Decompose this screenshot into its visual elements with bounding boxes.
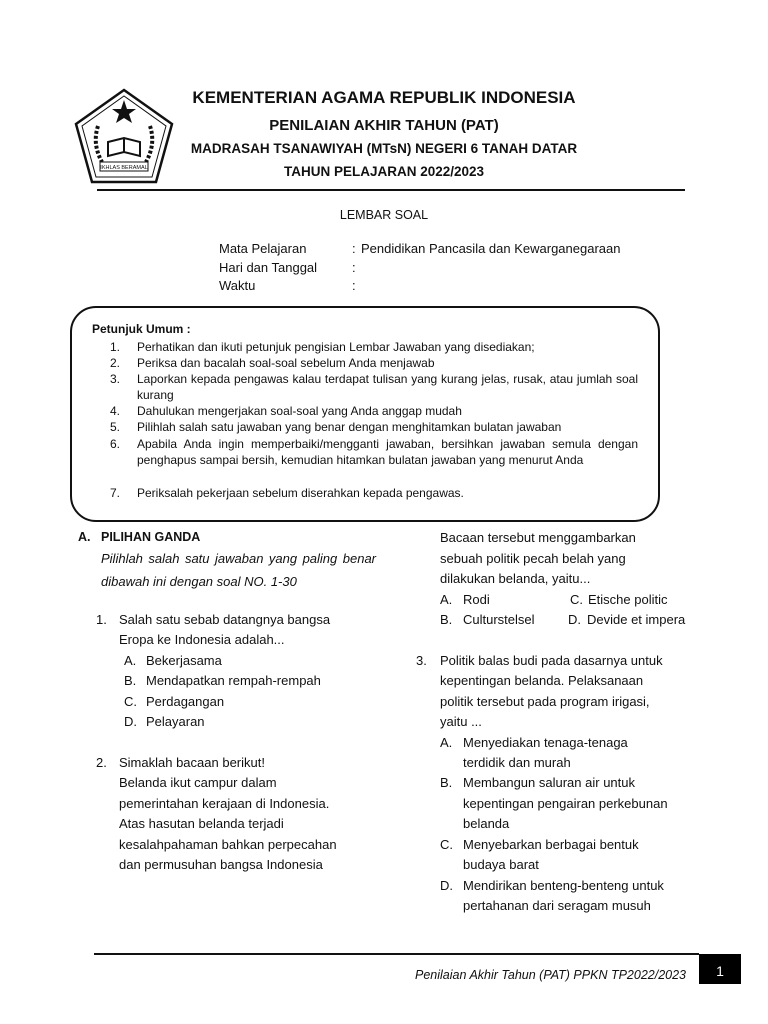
question-text-line: Salah satu sebab datangnya bangsa: [119, 612, 331, 627]
option-text: Menyediakan tenaga-tenaga: [463, 735, 628, 750]
instructions-title: Petunjuk Umum :: [92, 322, 191, 336]
question-text-line: kesalahpahaman bahkan perpecahan: [119, 837, 337, 852]
option-key: A.: [124, 653, 137, 668]
instruction-num: 6.: [110, 437, 121, 451]
instruction-text: Periksa dan bacalah soal-soal sebelum Anda menjawab: [137, 356, 435, 370]
option-key: D.: [124, 714, 137, 729]
instruction-item: [110, 419, 638, 435]
option-key: C.: [440, 837, 453, 852]
info-row-date: [0, 260, 768, 278]
option-text: pertahanan dari seragam musuh: [463, 898, 651, 913]
instruction-item: [110, 436, 638, 484]
question-text-line: Simaklah bacaan berikut!: [119, 755, 265, 770]
option-key: D.: [568, 612, 581, 627]
info-label: Mata Pelajaran: [219, 241, 307, 256]
option-text: Rodi: [463, 592, 490, 607]
option-text: Pelayaran: [146, 714, 205, 729]
option-text: Culturstelsel: [463, 612, 535, 627]
question-number: 2.: [96, 755, 107, 770]
instruction-num: 3.: [110, 372, 121, 386]
instruction-num: 2.: [110, 356, 121, 370]
info-colon: :: [352, 278, 356, 293]
instruction-text: Periksalah pekerjaan sebelum diserahkan kepada pengawas.: [137, 486, 464, 500]
option-key: C.: [124, 694, 137, 709]
option-text: Bekerjasama: [146, 653, 222, 668]
instruction-num: 4.: [110, 404, 121, 418]
option-text: Mendapatkan rempah-rempah: [146, 673, 321, 688]
instruction-item: [110, 355, 638, 371]
question-text-line: Belanda ikut campur dalam: [119, 775, 277, 790]
question-text-line: Atas hasutan belanda terjadi: [119, 816, 284, 831]
question-number: 3.: [416, 653, 427, 668]
instruction-text: Perhatikan dan ikuti petunjuk pengisian Lembar Jawaban yang disediakan;: [137, 340, 535, 354]
instruction-text: Apabila Anda ingin memperbaiki/mengganti jawaban, bersihkan jawaban semula dengan penghapus sampai bersih, kemudian hitamkan bulatan jawaban yang menurut Anda: [137, 437, 638, 467]
option-text: Mendirikan benteng-benteng untuk: [463, 878, 664, 893]
option-key: D.: [440, 878, 453, 893]
option-text: Membangun saluran air untuk: [463, 775, 635, 790]
page-number: 1: [699, 954, 741, 984]
question-text-line: kepentingan belanda. Pelaksanaan: [440, 673, 644, 688]
instruction-num: 5.: [110, 420, 121, 434]
option-key: B.: [440, 612, 453, 627]
info-value: Pendidikan Pancasila dan Kewarganegaraan: [361, 241, 621, 256]
option-key: B.: [124, 673, 137, 688]
section-number: A.: [78, 530, 91, 544]
option-text: belanda: [463, 816, 510, 831]
ministry-title: KEMENTERIAN AGAMA REPUBLIK INDONESIA: [192, 88, 576, 107]
info-colon: :: [352, 241, 356, 256]
exam-title: PENILAIAN AKHIR TAHUN (PAT): [269, 117, 499, 134]
info-row-time: [0, 278, 768, 296]
question-text-line: dan permusuhan bangsa Indonesia: [119, 857, 323, 872]
instruction-item: [110, 371, 638, 403]
instruction-text: Pilihlah salah satu jawaban yang benar dengan menghitamkan bulatan jawaban: [137, 420, 562, 434]
instruction-num: 7.: [110, 486, 121, 500]
option-text: kepentingan pengairan perkebunan: [463, 796, 668, 811]
question-text-line: Bacaan tersebut menggambarkan: [440, 530, 636, 545]
option-text: terdidik dan murah: [463, 755, 571, 770]
option-key: A.: [440, 735, 453, 750]
question-text-line: sebuah politik pecah belah yang: [440, 551, 626, 566]
info-label: Hari dan Tanggal: [219, 260, 318, 275]
footer-text: Penilaian Akhir Tahun (PAT) PPKN TP2022/2023: [415, 968, 686, 982]
instruction-item: [110, 403, 638, 419]
option-text: Perdagangan: [146, 694, 225, 709]
option-key: A.: [440, 592, 453, 607]
option-text: Menyebarkan berbagai bentuk: [463, 837, 639, 852]
option-key: B.: [440, 775, 453, 790]
info-row-subject: [0, 241, 768, 259]
question-number: 1.: [96, 612, 107, 627]
info-colon: :: [352, 260, 356, 275]
question-text-line: politik tersebut pada program irigasi,: [440, 694, 650, 709]
question-text-line: dilakukan belanda, yaitu...: [440, 571, 591, 586]
question-text-line: Eropa ke Indonesia adalah...: [119, 632, 285, 647]
instruction-item: [110, 485, 638, 501]
school-year: TAHUN PELAJARAN 2022/2023: [283, 164, 485, 179]
option-text: Devide et impera: [587, 612, 686, 627]
question-text-line: Politik balas budi pada dasarnya untuk: [440, 653, 663, 668]
info-label: Waktu: [219, 278, 256, 293]
instruction-text: Laporkan kepada pengawas kalau terdapat tulisan yang kurang jelas, rusak, atau jumlah soal kurang: [137, 372, 638, 402]
section-instruction: Pilihlah salah satu jawaban yang paling benar dibawah ini dengan soal NO. 1-30: [101, 551, 376, 589]
option-key: C.: [570, 592, 583, 607]
header-divider: [97, 189, 685, 191]
instruction-item: [110, 339, 638, 355]
question-text-line: pemerintahan kerajaan di Indonesia.: [119, 796, 330, 811]
school-name: MADRASAH TSANAWIYAH (MTsN) NEGERI 6 TANAH DATAR: [190, 141, 578, 156]
footer-divider: [94, 953, 699, 955]
option-text: budaya barat: [463, 857, 539, 872]
instruction-text: Dahulukan mengerjakan soal-soal yang Anda anggap mudah: [137, 404, 462, 418]
option-text: Etische politic: [588, 592, 668, 607]
sheet-title: LEMBAR SOAL: [339, 208, 429, 222]
question-text-line: yaitu ...: [440, 714, 482, 729]
section-title: PILIHAN GANDA: [101, 530, 201, 544]
instruction-num: 1.: [110, 340, 121, 354]
logo-ribbon-text: IKHLAS BERAMAL: [100, 165, 148, 171]
